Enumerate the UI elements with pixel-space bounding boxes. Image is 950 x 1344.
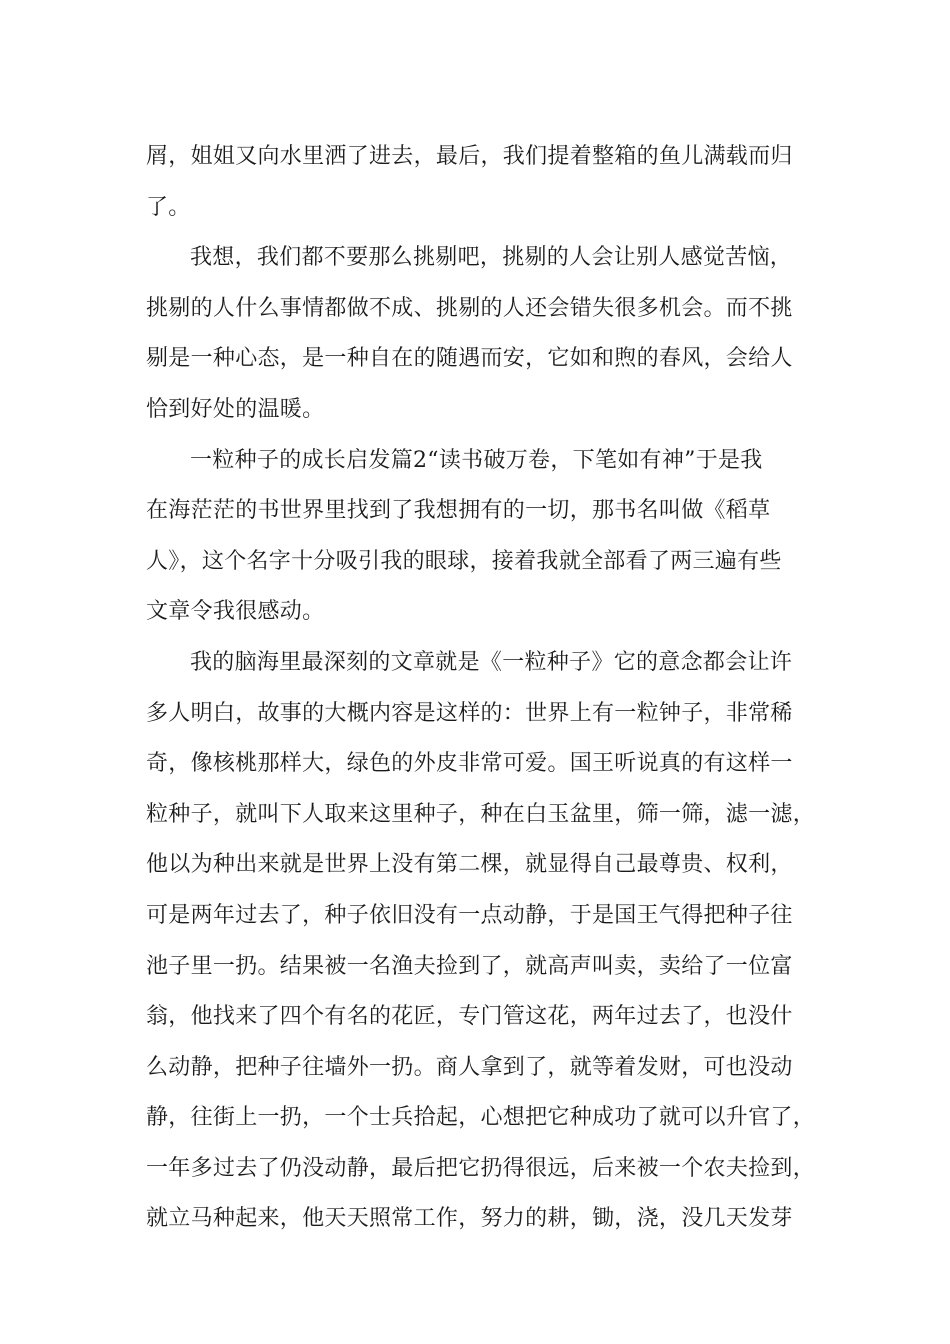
text-line: 就立马种起来，他天天照常工作，努力的耕，锄，浇，没几天发芽 (146, 1206, 793, 1232)
text-line: 奇，像核桃那样大，绿色的外皮非常可爱。国王听说真的有这样一 (146, 751, 793, 777)
document-body (146, 132, 826, 1245)
text-line: 我的脑海里最深刻的文章就是《一粒种子》它的意念都会让许 (190, 649, 793, 675)
text-line: 在海茫茫的书世界里找到了我想拥有的一切，那书名叫做《稻草 (146, 498, 771, 524)
text-line: 静，往街上一扔，一个士兵拾起，心想把它种成功了就可以升官了， (146, 1105, 816, 1131)
text-line: 了。 (146, 194, 191, 220)
text-line: 粒种子，就叫下人取来这里种子，种在白玉盆里，筛一筛，滤一滤， (146, 801, 816, 827)
text-line: 一年多过去了仍没动静，最后把它扔得很远，后来被一个农夫捡到， (146, 1155, 816, 1181)
text-line: 池子里一扔。结果被一名渔夫捡到了，就高声叫卖，卖给了一位富 (146, 953, 793, 979)
text-line: 文章令我很感动。 (146, 599, 325, 625)
text-line: 么动静，把种子往墙外一扔。商人拿到了，就等着发财，可也没动 (146, 1054, 793, 1080)
text-line: 挑剔的人什么事情都做不成、挑剔的人还会错失很多机会。而不挑 (146, 295, 793, 321)
text-line: 他以为种出来就是世界上没有第二棵，就显得自己最尊贵、权利， (146, 852, 793, 878)
text-line: 人》，这个名字十分吸引我的眼球，接着我就全部看了两三遍有些 (146, 548, 782, 574)
text-line: 一粒种子的成长启发篇2“读书破万卷，下笔如有神”于是我 (190, 447, 763, 473)
text-line: 剔是一种心态，是一种自在的随遇而安，它如和煦的春风，会给人 (146, 346, 793, 372)
text-line: 翁，他找来了四个有名的花匠，专门管这花，两年过去了，也没什 (146, 1004, 793, 1030)
text-line: 恰到好处的温暖。 (146, 396, 325, 422)
text-line: 屑，姐姐又向水里洒了进去，最后，我们提着整箱的鱼儿满载而归 (146, 144, 793, 169)
text-line: 我想，我们都不要那么挑剔吧，挑剔的人会让别人感觉苦恼， (190, 245, 793, 271)
text-line: 多人明白，故事的大概内容是这样的：世界上有一粒钟子，非常稀 (146, 700, 793, 726)
text-line: 可是两年过去了，种子依旧没有一点动静，于是国王气得把种子往 (146, 902, 793, 928)
